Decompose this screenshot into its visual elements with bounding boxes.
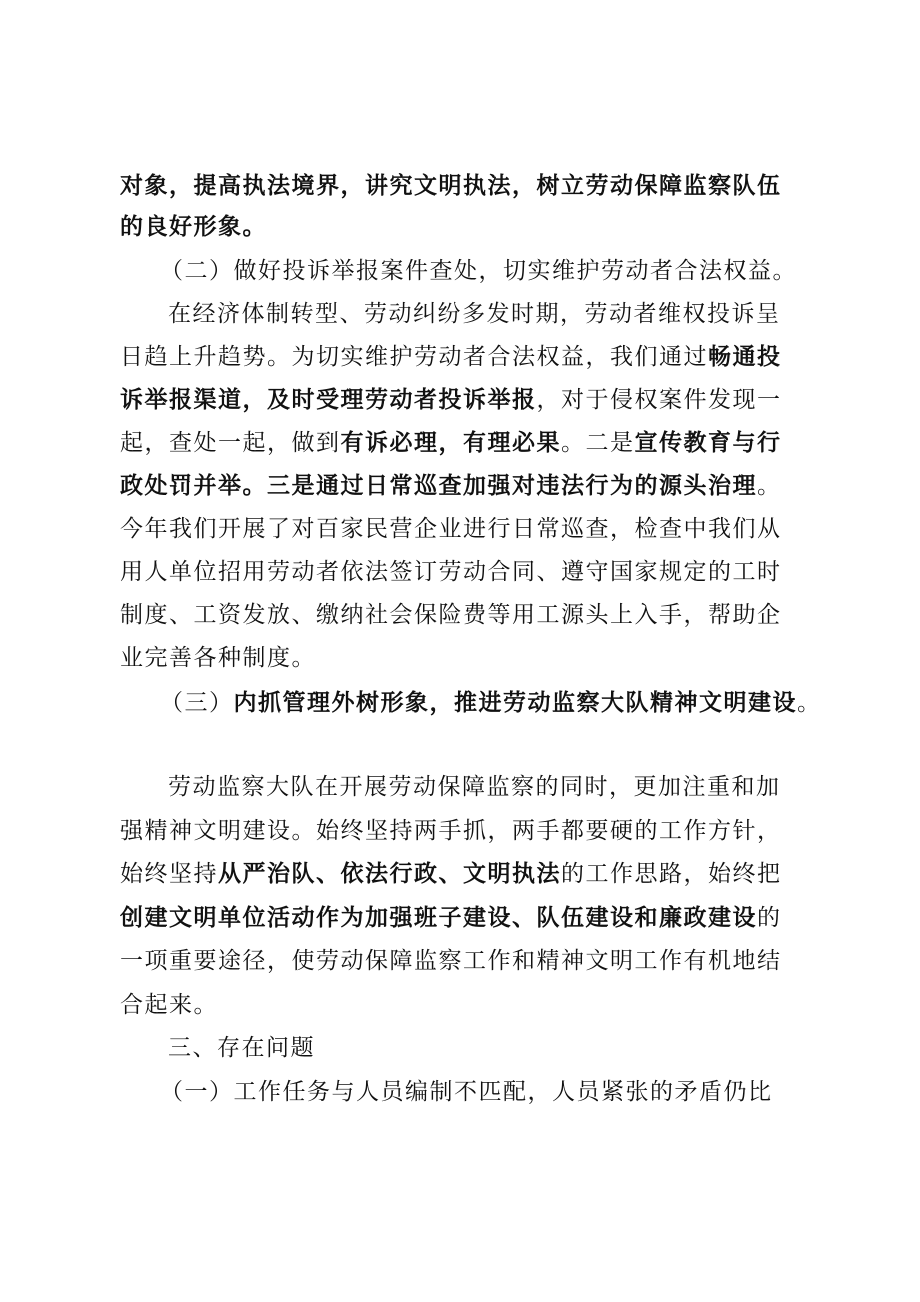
text-segment: 的 bbox=[757, 905, 782, 931]
text-segment: 起，查处一起，做到 bbox=[120, 430, 341, 456]
paragraph-line bbox=[120, 427, 800, 459]
section-heading bbox=[168, 1032, 848, 1064]
paragraph-line bbox=[120, 858, 800, 890]
text-segment: 内抓管理外树形象，推进劳动监察大队精神文明建设 bbox=[233, 689, 797, 716]
text-segment: （二）做好投诉举报案件查处，切实维护劳动者合法权益。 bbox=[160, 258, 797, 284]
text-segment: 用人单位招用劳动者依法签订劳动合同、遵守国家规定的工时 bbox=[120, 559, 782, 585]
text-segment: 劳动监察大队在开展劳动保障监察的同时，更加注重和加 bbox=[168, 774, 781, 800]
paragraph-line bbox=[120, 902, 800, 934]
text-segment: 今年我们开展了对百家民营企业进行日常巡查，检查中我们从 bbox=[120, 516, 782, 542]
text-segment: 。 bbox=[797, 690, 822, 716]
text-segment: （一）工作任务与人员编制不匹配，人员紧张的矛盾仍比 bbox=[160, 1079, 773, 1105]
text-segment: 的良好形象。 bbox=[120, 213, 267, 240]
text-segment: 从严治队、依法行政、文明执法 bbox=[218, 860, 561, 887]
text-segment: （三） bbox=[160, 690, 234, 716]
paragraph-line bbox=[120, 384, 800, 416]
paragraph-line bbox=[120, 599, 800, 631]
text-segment: 三、存在问题 bbox=[168, 1035, 315, 1061]
text-segment: 始终坚持 bbox=[120, 861, 218, 887]
section-heading bbox=[160, 1076, 840, 1108]
text-segment: 的工作思路，始终把 bbox=[561, 861, 782, 887]
paragraph-line bbox=[120, 815, 800, 847]
text-segment: 业完善各种制度。 bbox=[120, 645, 316, 671]
text-segment: 对象，提高执法境界，讲究文明执法，树立劳动保障监察队伍 bbox=[120, 172, 782, 199]
text-segment: 有诉必理，有理必果 bbox=[340, 429, 561, 456]
paragraph-line bbox=[168, 298, 848, 330]
paragraph-line bbox=[120, 945, 800, 977]
text-segment: ，对于侵权案件发现一 bbox=[536, 387, 782, 413]
text-segment: 日趋上升趋势。为切实维护劳动者合法权益，我们通过 bbox=[120, 344, 708, 370]
paragraph-line bbox=[120, 556, 800, 588]
text-segment: 畅通投 bbox=[708, 343, 782, 370]
paragraph-line bbox=[168, 771, 848, 803]
text-segment: 。 bbox=[757, 473, 782, 499]
text-segment: 强精神文明建设。始终坚持两手抓，两手都要硬的工作方针， bbox=[120, 818, 782, 844]
text-segment: 在经济体制转型、劳动纠纷多发时期，劳动者维权投诉呈 bbox=[168, 301, 781, 327]
paragraph-line bbox=[120, 513, 800, 545]
text-segment: 诉举报渠道，及时受理劳动者投诉举报 bbox=[120, 386, 537, 413]
paragraph-line bbox=[120, 211, 800, 243]
section-heading bbox=[160, 255, 840, 287]
text-segment: 宣传教育与行 bbox=[634, 429, 782, 456]
paragraph-line bbox=[120, 642, 800, 674]
text-segment: 一项重要途径，使劳动保障监察工作和精神文明工作有机地结 bbox=[120, 948, 782, 974]
paragraph-line bbox=[120, 989, 800, 1021]
section-heading bbox=[160, 687, 840, 719]
paragraph-line bbox=[120, 341, 800, 373]
text-segment: 制度、工资发放、缴纳社会保险费等用工源头上入手，帮助企 bbox=[120, 602, 782, 628]
paragraph-line bbox=[120, 470, 800, 502]
text-segment: 创建文明单位活动作为加强班子建设、队伍建设和廉政建设 bbox=[120, 904, 757, 931]
text-segment: 。二是 bbox=[561, 430, 635, 456]
text-segment: 合起来。 bbox=[120, 992, 218, 1018]
text-segment: 政处罚并举。三是通过日常巡查加强对违法行为的源头治理 bbox=[120, 472, 757, 499]
paragraph-line bbox=[120, 170, 800, 202]
